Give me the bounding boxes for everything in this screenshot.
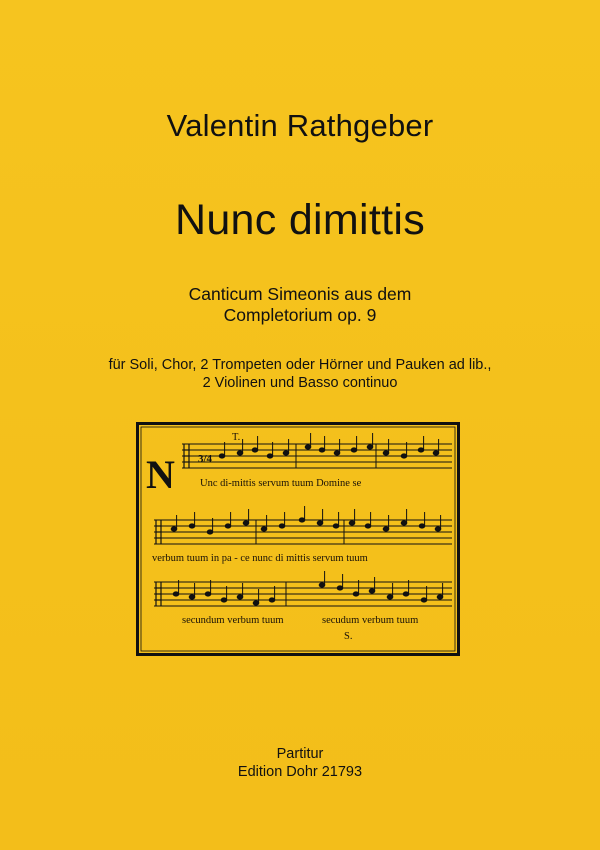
lyrics-line-1: Unc di-mittis servum tuum Domine se (200, 478, 362, 489)
lyrics-line-3b: secudum verbum tuum (322, 615, 419, 626)
composer-name: Valentin Rathgeber (166, 108, 434, 143)
subtitle-line-2: Completorium op. 9 (223, 305, 377, 325)
score-facsimile-image (136, 422, 460, 656)
instrumentation-line-2: 2 Violinen und Basso continuo (202, 375, 398, 391)
voice-label-s: S. (344, 631, 353, 642)
notes-staff-3 (173, 571, 443, 606)
staff-2 (154, 520, 452, 544)
instrumentation-line-1: für Soli, Chor, 2 Trompeten oder Hörner und Pauken ad lib., (108, 357, 492, 373)
edition-number: Edition Dohr 21793 (237, 764, 363, 780)
subtitle-line-1: Canticum Simeonis aus dem (188, 284, 412, 304)
decorated-initial: N (146, 452, 175, 497)
voice-label-t: T. (232, 432, 241, 443)
instrumentation (0, 356, 600, 392)
time-signature: 3/4 (198, 453, 213, 465)
work-title: Nunc dimittis (174, 196, 426, 244)
lyrics-line-2: verbum tuum in pa - ce nunc di mittis servum tuum (152, 553, 368, 564)
work-subtitle (0, 284, 600, 326)
notes-staff-1 (219, 433, 439, 468)
lyrics-line-3a: secundum verbum tuum (182, 615, 284, 626)
score-type-label: Partitur (276, 746, 324, 762)
